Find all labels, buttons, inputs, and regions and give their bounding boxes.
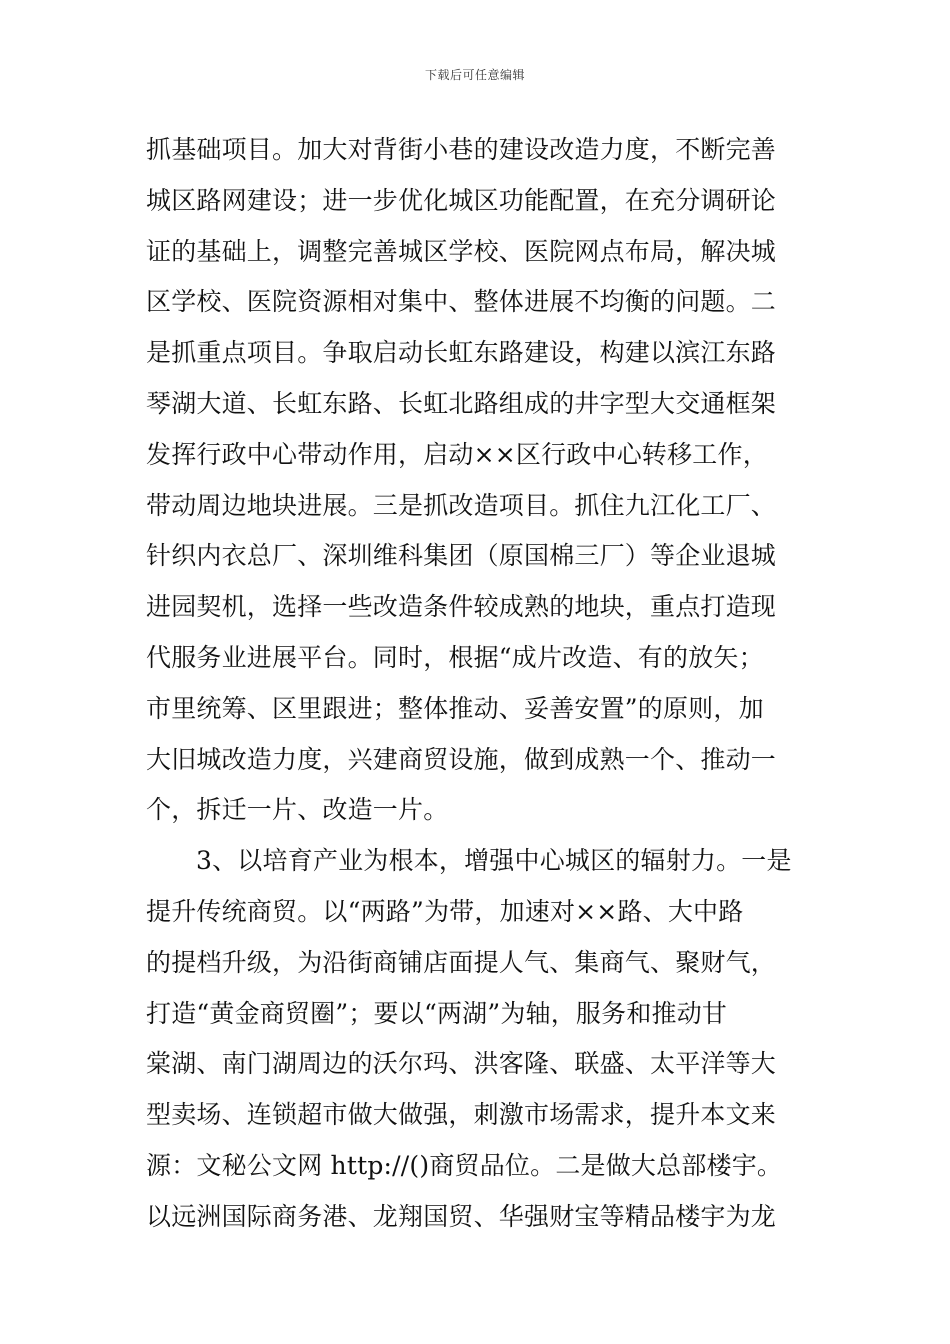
body-text bbox=[146, 125, 836, 1243]
text-line: 市里统筹、区里跟进；整体推动、妥善安置”的原则，加 bbox=[146, 693, 764, 723]
text-line: 针织内衣总厂、深圳维科集团（原国棉三厂）等企业退城 bbox=[146, 541, 777, 571]
text-line: 城区路网建设；进一步优化城区功能配置，在充分调研论 bbox=[146, 185, 777, 215]
text-line: 证的基础上，调整完善城区学校、医院网点布局，解决城 bbox=[146, 236, 777, 266]
text-line: 抓基础项目。加大对背街小巷的建设改造力度，不断完善 bbox=[146, 135, 777, 164]
text-line: 以远洲国际商务港、龙翔国贸、华强财宝等精品楼宇为龙 bbox=[146, 1201, 777, 1231]
text-line: 代服务业进展平台。同时，根据“成片改造、有的放矢； bbox=[146, 642, 764, 672]
text-line: 琴湖大道、长虹东路、长虹北路组成的井字型大交通框架 bbox=[146, 388, 777, 418]
text-line: 区学校、医院资源相对集中、整体进展不均衡的问题。二 bbox=[146, 287, 777, 317]
header-note: 下载后可任意编辑 bbox=[424, 68, 525, 82]
text-line: 棠湖、南门湖周边的沃尔玛、洪客隆、联盛、太平洋等大 bbox=[146, 1049, 777, 1079]
text-line: 进园契机，选择一些改造条件较成熟的地块，重点打造现 bbox=[146, 592, 777, 622]
text-line: 源：文秘公文网 http://()商贸品位。二是做大总部楼宇。 bbox=[146, 1150, 783, 1180]
text-line: 提升传统商贸。以“两路”为带，加速对××路、大中路 bbox=[146, 896, 744, 926]
text-line: 打造“黄金商贸圈”；要以“两湖”为轴，服务和推动甘 bbox=[146, 998, 728, 1028]
text-line: 是抓重点项目。争取启动长虹东路建设，构建以滨江东路 bbox=[146, 338, 777, 368]
text-line: 的提档升级，为沿街商铺店面提人气、集商气、聚财气， bbox=[146, 947, 777, 977]
text-line: 带动周边地块进展。三是抓改造项目。抓住九江化工厂、 bbox=[146, 490, 777, 520]
text-line: 发挥行政中心带动作用，启动××区行政中心转移工作， bbox=[146, 439, 768, 469]
paragraph-start-line: 3、以培育产业为根本，增强中心城区的辐射力。一是 bbox=[196, 846, 792, 876]
text-line: 个，拆迁一片、改造一片。 bbox=[146, 795, 449, 825]
text-line: 大旧城改造力度，兴建商贸设施，做到成熟一个、推动一 bbox=[146, 744, 777, 774]
text-line: 型卖场、连锁超市做大做强，刺激市场需求，提升本文来 bbox=[146, 1100, 777, 1130]
